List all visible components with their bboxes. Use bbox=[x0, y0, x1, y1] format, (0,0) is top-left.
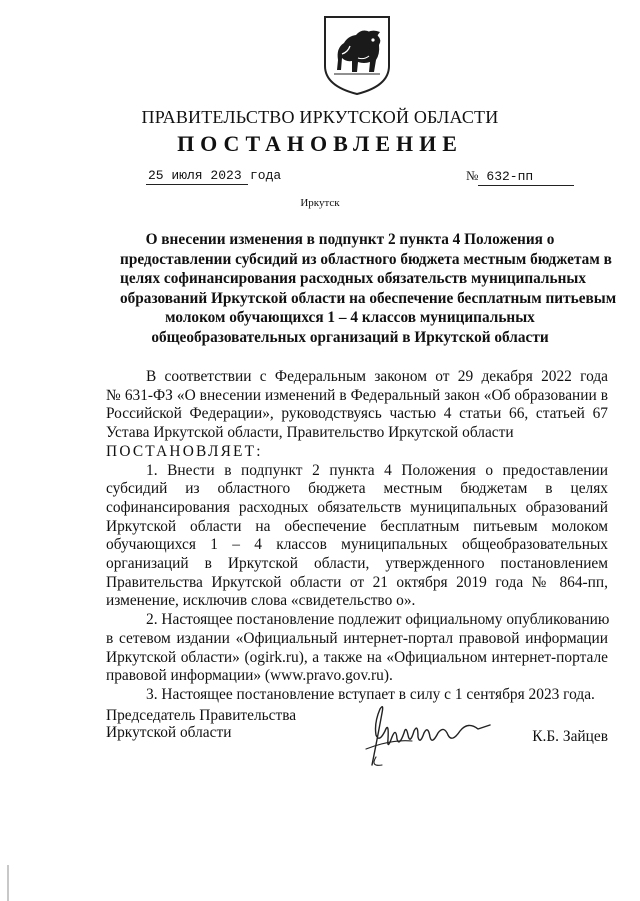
title-line: целях софинансирования расходных обязательств муниципальных bbox=[120, 270, 586, 287]
number-value: 632-пп bbox=[478, 169, 574, 186]
date-value: 25 июля 2023 bbox=[146, 168, 248, 185]
city: Иркутск bbox=[300, 197, 340, 209]
signatory-position bbox=[106, 708, 336, 741]
title-line: предоставлении субсидий из областного бюджета местным бюджетам в bbox=[120, 250, 612, 268]
item1-line: Правительства Иркутской области от 21 октября 2019 года № 864-пп, bbox=[106, 573, 608, 591]
preamble-line: № 631-ФЗ «О внесении изменений в Федеральный закон «Об образовании в bbox=[106, 386, 608, 404]
irkutsk-coat-of-arms-icon bbox=[322, 14, 392, 96]
position-line: Председатель Правительства bbox=[106, 707, 297, 724]
item3-line: 3. Настоящее постановление вступает в силу с 1 сентября 2023 года. bbox=[146, 685, 595, 703]
number-sign: № bbox=[466, 168, 479, 183]
document-type: ПОСТАНОВЛЕНИЕ bbox=[177, 131, 463, 156]
item2-line: в сетевом издании «Официальный интернет-портал правовой информации bbox=[106, 629, 608, 647]
preamble-line: В соответствии с Федеральным законом от 29 декабря 2022 года bbox=[146, 368, 608, 385]
position-line: Иркутской области bbox=[106, 723, 232, 741]
item1-line: субсидий из областного бюджета местным бюджетам в целях bbox=[106, 480, 608, 498]
title-line: молоком обучающихся 1 – 4 классов муниципальных bbox=[165, 309, 535, 326]
handwritten-signature bbox=[352, 695, 502, 775]
item2-line: Иркутской области» (ogirk.ru), а также на «Официальном интернет-портале bbox=[106, 648, 608, 666]
decree-number bbox=[466, 168, 586, 186]
decree-date bbox=[146, 168, 286, 186]
decree-title bbox=[120, 230, 617, 347]
preamble-line: Российской Федерации», руководствуясь частью 4 статьи 66, статьей 67 bbox=[106, 405, 608, 423]
scan-edge-mark bbox=[7, 865, 9, 901]
year-word: года bbox=[250, 168, 282, 183]
item1-line: организаций в Иркутской области, утвержденного постановлением bbox=[106, 555, 608, 573]
resolves-heading: ПОСТАНОВЛЯЕТ: bbox=[106, 442, 263, 460]
item1-line: обучающихся 1 – 4 классов муниципальных общеобразовательных bbox=[106, 536, 608, 554]
item1-line: изменение, исключив слова «свидетельство о». bbox=[106, 592, 416, 610]
title-line: О внесении изменения в подпункт 2 пункта 4 Положения о bbox=[145, 231, 555, 248]
item1-line: софинансирования расходных обязательств муниципальных образований bbox=[106, 498, 608, 516]
government-name: ПРАВИТЕЛЬСТВО ИРКУТСКОЙ ОБЛАСТИ bbox=[141, 107, 499, 127]
signatory-name: К.Б. Зайцев bbox=[532, 728, 608, 745]
decree-body bbox=[106, 368, 608, 705]
item1-line: Иркутской области на обеспечение бесплатным питьевым молоком bbox=[106, 517, 608, 535]
title-line: образований Иркутской области на обеспечение бесплатным питьевым bbox=[120, 289, 617, 307]
item2-line: 2. Настоящее постановление подлежит официальному опубликованию bbox=[146, 611, 610, 629]
title-line: общеобразовательных организаций в Иркутской области bbox=[151, 328, 549, 346]
item2-line: правовой информации» (www.pravo.gov.ru). bbox=[106, 667, 393, 685]
item1-line: 1. Внести в подпункт 2 пункта 4 Положения о предоставлении bbox=[146, 461, 608, 479]
preamble-line: Устава Иркутской области, Правительство Иркутской области bbox=[106, 424, 514, 442]
